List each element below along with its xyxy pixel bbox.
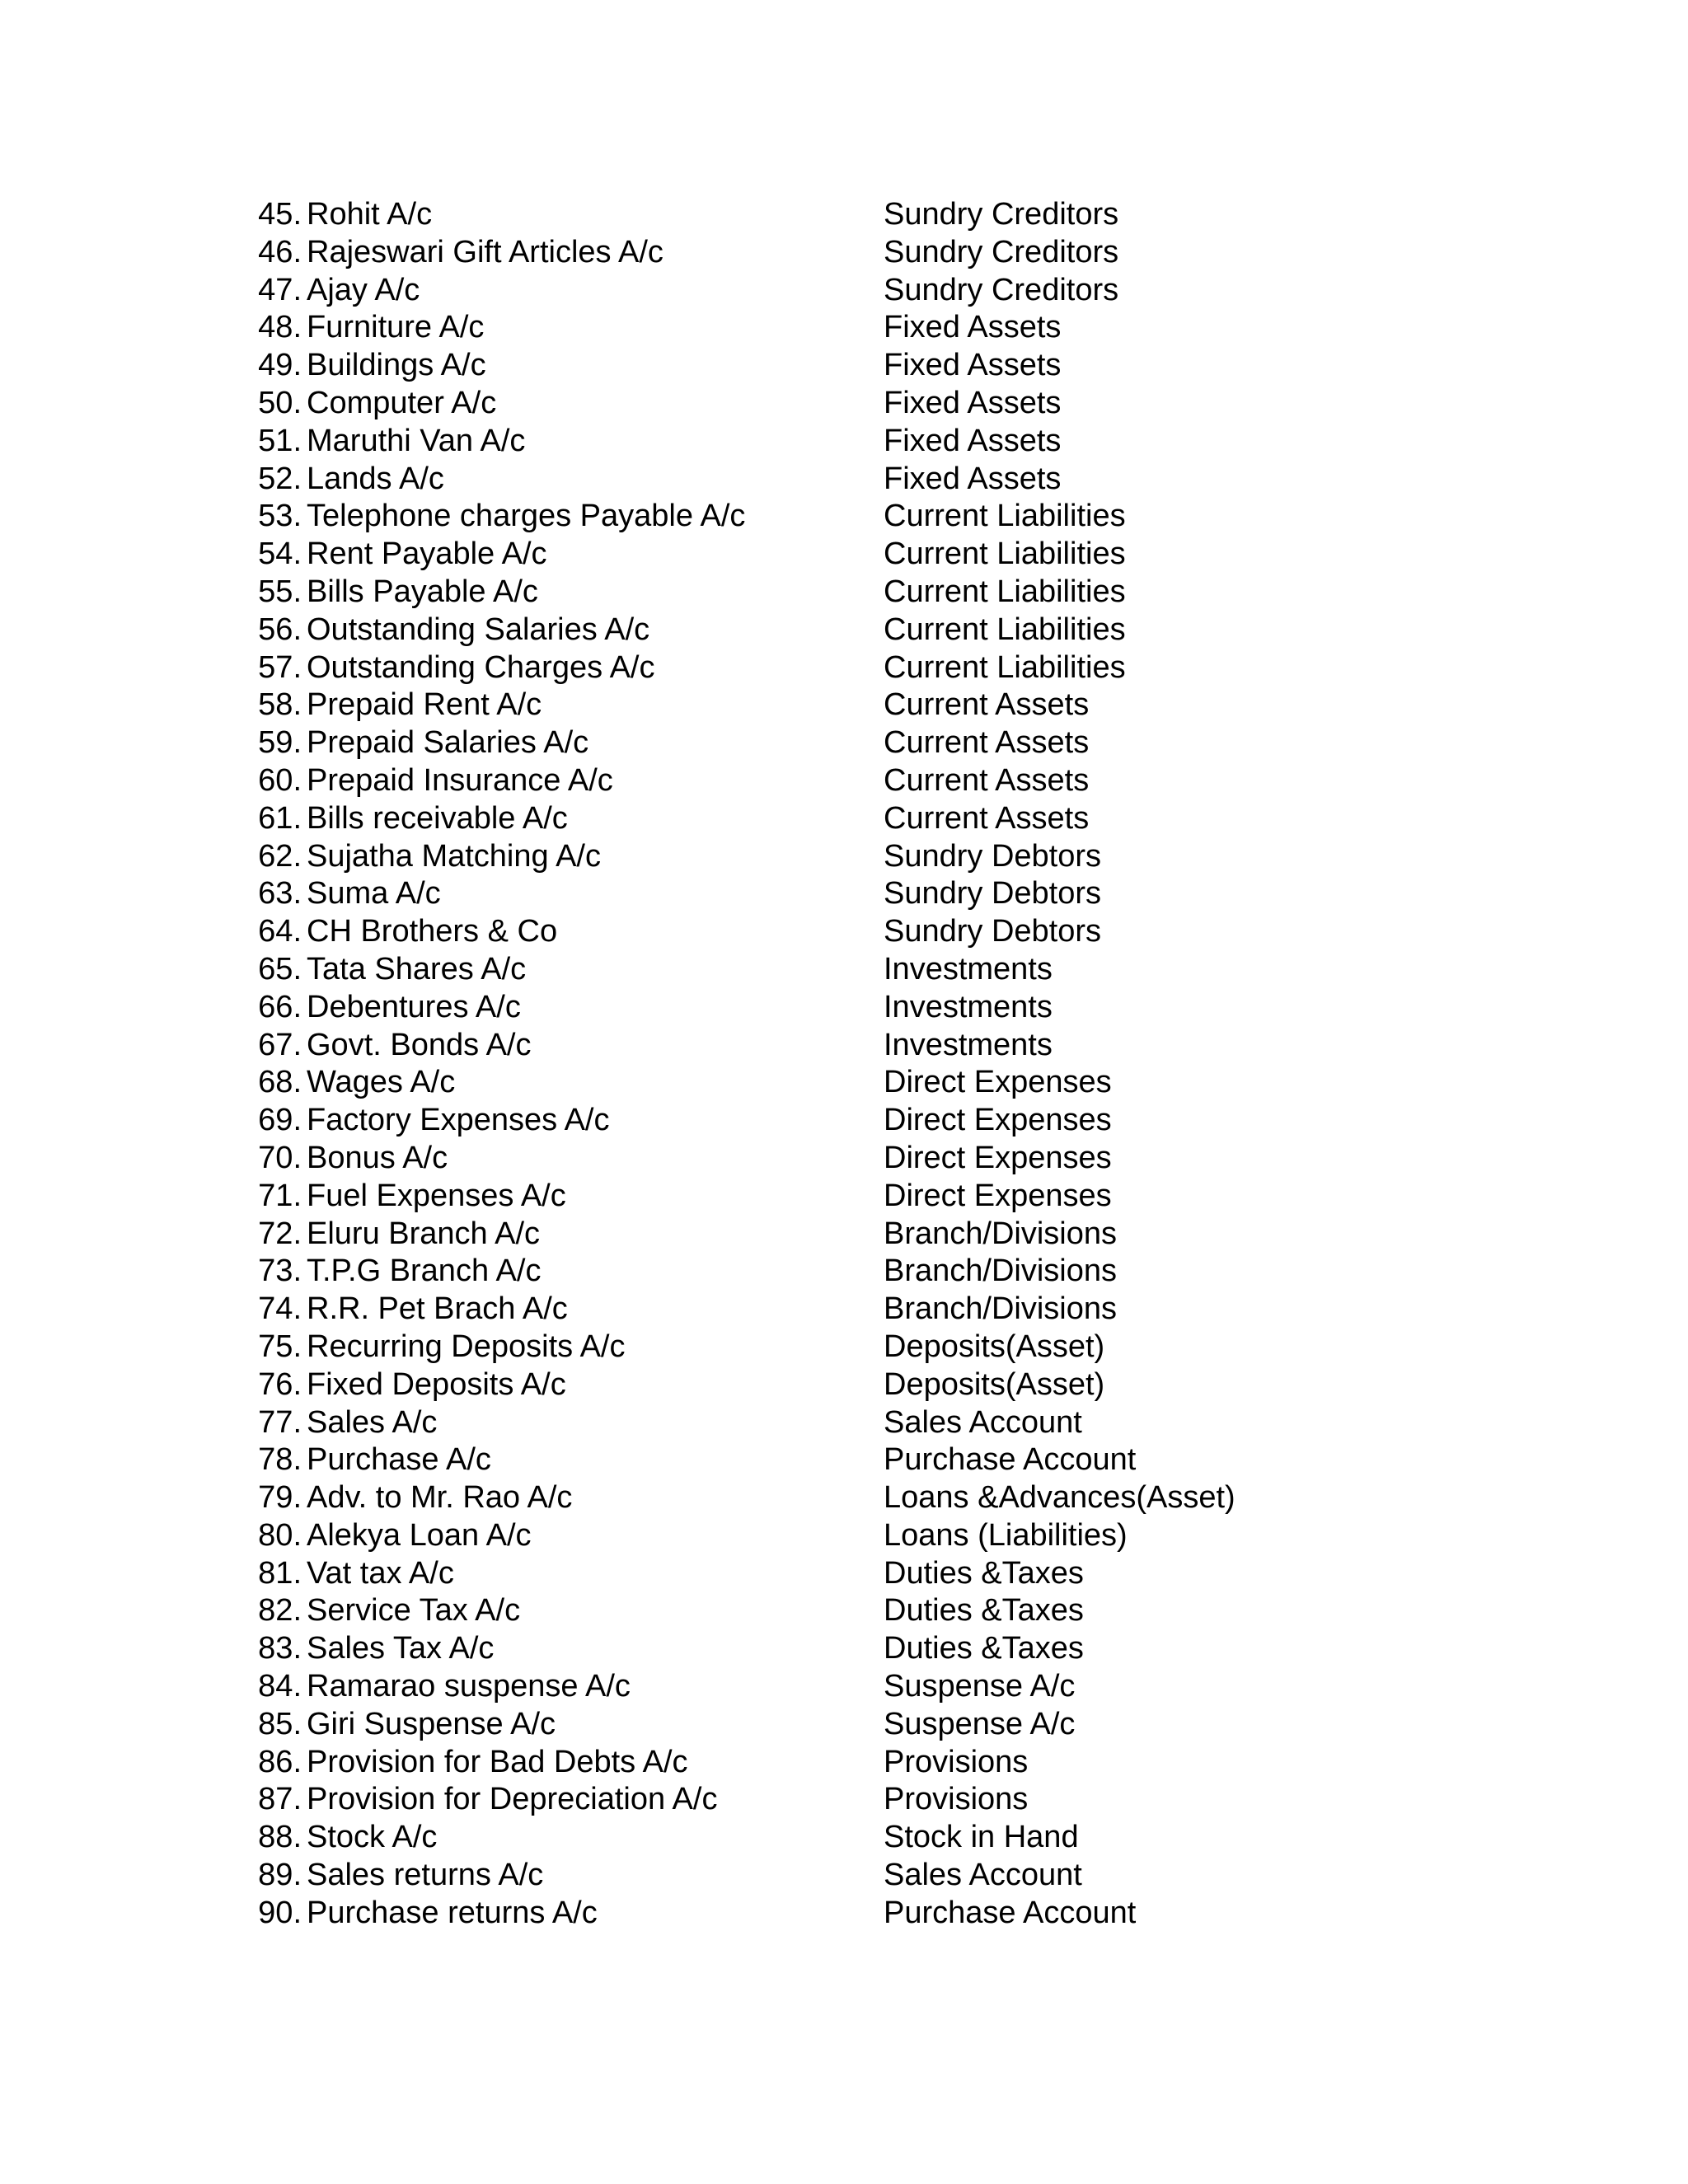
list-item	[254, 875, 1573, 913]
account-name: Fuel Expenses A/c	[307, 1178, 566, 1213]
account-group: Branch/Divisions	[884, 1254, 1117, 1289]
account-group: Purchase Account	[884, 1895, 1137, 1930]
account-name: Purchase A/c	[307, 1442, 491, 1478]
item-number: 85.	[258, 1706, 302, 1741]
account-name: Wages A/c	[307, 1065, 456, 1100]
account-name: Sales returns A/c	[307, 1858, 544, 1893]
account-name: Computer A/c	[307, 385, 497, 420]
account-name: T.P.G Branch A/c	[307, 1254, 542, 1289]
list-item	[254, 724, 1573, 762]
item-number: 68.	[258, 1065, 302, 1100]
item-number: 70.	[258, 1140, 302, 1175]
list-item	[254, 234, 1573, 272]
item-number: 88.	[258, 1820, 302, 1855]
list-item	[254, 1178, 1573, 1216]
item-number: 51.	[258, 423, 302, 458]
item-number: 48.	[258, 310, 302, 345]
item-number: 82.	[258, 1593, 302, 1629]
list-item	[254, 1781, 1573, 1819]
item-number: 64.	[258, 914, 302, 949]
item-number: 86.	[258, 1744, 302, 1779]
list-item	[254, 498, 1573, 536]
account-name: Tata Shares A/c	[307, 951, 527, 987]
list-item	[254, 1102, 1573, 1140]
account-group: Current Liabilities	[884, 499, 1126, 534]
account-name: Maruthi Van A/c	[307, 423, 526, 458]
account-group: Direct Expenses	[884, 1178, 1112, 1213]
list-item	[254, 536, 1573, 574]
account-group: Suspense A/c	[884, 1669, 1076, 1704]
account-name: Service Tax A/c	[307, 1593, 521, 1629]
list-item	[254, 574, 1573, 612]
account-name: Ramarao suspense A/c	[307, 1669, 631, 1704]
item-number: 56.	[258, 612, 302, 647]
list-item	[254, 1216, 1573, 1254]
item-number: 50.	[258, 385, 302, 420]
account-group: Current Liabilities	[884, 649, 1126, 685]
list-item	[254, 1140, 1573, 1178]
item-number: 69.	[258, 1103, 302, 1138]
list-item	[254, 1895, 1573, 1933]
list-item	[254, 800, 1573, 838]
item-number: 60.	[258, 762, 302, 798]
account-name: Ajay A/c	[307, 272, 420, 307]
account-name: Buildings A/c	[307, 348, 486, 383]
list-item	[254, 1668, 1573, 1706]
account-name: Telephone charges Payable A/c	[307, 499, 746, 534]
account-name: Provision for Depreciation A/c	[307, 1782, 718, 1817]
item-number: 75.	[258, 1329, 302, 1364]
account-name: Adv. to Mr. Rao A/c	[307, 1480, 573, 1516]
account-group: Purchase Account	[884, 1442, 1137, 1478]
item-number: 77.	[258, 1404, 302, 1440]
account-group: Stock in Hand	[884, 1820, 1079, 1855]
item-number: 66.	[258, 989, 302, 1024]
list-item	[254, 1064, 1573, 1102]
account-name: Bills receivable A/c	[307, 800, 568, 836]
account-group: Duties &Taxes	[884, 1555, 1084, 1591]
account-name: Stock A/c	[307, 1820, 438, 1855]
account-group: Loans (Liabilities)	[884, 1517, 1128, 1553]
account-group: Current Assets	[884, 762, 1090, 798]
account-group: Sales Account	[884, 1404, 1082, 1440]
account-name: Outstanding Salaries A/c	[307, 612, 650, 647]
list-item	[254, 1404, 1573, 1442]
account-name: Bonus A/c	[307, 1140, 448, 1175]
item-number: 47.	[258, 272, 302, 307]
account-group: Fixed Assets	[884, 385, 1062, 420]
item-number: 55.	[258, 574, 302, 609]
account-group: Branch/Divisions	[884, 1216, 1117, 1251]
account-name: Debentures A/c	[307, 989, 521, 1024]
account-name: Alekya Loan A/c	[307, 1517, 532, 1553]
list-item	[254, 989, 1573, 1027]
account-group: Deposits(Asset)	[884, 1329, 1105, 1364]
account-name: Bills Payable A/c	[307, 574, 538, 609]
item-number: 53.	[258, 499, 302, 534]
item-number: 73.	[258, 1254, 302, 1289]
list-item	[254, 1441, 1573, 1479]
account-group: Current Liabilities	[884, 612, 1126, 647]
item-number: 54.	[258, 537, 302, 572]
account-group: Investments	[884, 1027, 1053, 1062]
account-group: Investments	[884, 951, 1053, 987]
account-group: Sundry Creditors	[884, 234, 1119, 269]
account-name: Suma A/c	[307, 876, 441, 912]
account-name: Recurring Deposits A/c	[307, 1329, 626, 1364]
item-number: 46.	[258, 234, 302, 269]
account-group: Branch/Divisions	[884, 1291, 1117, 1327]
list-item	[254, 1517, 1573, 1555]
list-item	[254, 913, 1573, 951]
account-group: Current Assets	[884, 725, 1090, 761]
item-number: 52.	[258, 461, 302, 496]
account-group: Sundry Creditors	[884, 197, 1119, 232]
account-name: Fixed Deposits A/c	[307, 1366, 566, 1402]
account-group: Suspense A/c	[884, 1706, 1076, 1741]
list-item	[254, 612, 1573, 649]
item-number: 63.	[258, 876, 302, 912]
account-group: Direct Expenses	[884, 1103, 1112, 1138]
account-group: Investments	[884, 989, 1053, 1024]
account-group: Provisions	[884, 1744, 1029, 1779]
account-group: Current Assets	[884, 800, 1090, 836]
list-item	[254, 196, 1573, 234]
account-group: Duties &Taxes	[884, 1593, 1084, 1629]
account-group: Sundry Creditors	[884, 272, 1119, 307]
list-item	[254, 838, 1573, 876]
account-name: Rajeswari Gift Articles A/c	[307, 234, 663, 269]
item-number: 74.	[258, 1291, 302, 1327]
list-item	[254, 272, 1573, 310]
account-name: Purchase returns A/c	[307, 1895, 598, 1930]
list-item	[254, 309, 1573, 347]
account-name: Rohit A/c	[307, 197, 433, 232]
account-name: Eluru Branch A/c	[307, 1216, 541, 1251]
list-item	[254, 1479, 1573, 1517]
list-item	[254, 1630, 1573, 1668]
list-item	[254, 1291, 1573, 1329]
account-name: CH Brothers & Co	[307, 914, 558, 949]
account-name: Lands A/c	[307, 461, 444, 496]
account-name: Sujatha Matching A/c	[307, 838, 601, 874]
account-name: Giri Suspense A/c	[307, 1706, 556, 1741]
item-number: 65.	[258, 951, 302, 987]
account-name: Outstanding Charges A/c	[307, 649, 655, 685]
account-group: Sundry Debtors	[884, 914, 1102, 949]
list-item	[254, 1329, 1573, 1366]
item-number: 89.	[258, 1858, 302, 1893]
account-name: Rent Payable A/c	[307, 537, 547, 572]
account-group: Direct Expenses	[884, 1140, 1112, 1175]
list-item	[254, 1706, 1573, 1744]
account-group: Fixed Assets	[884, 348, 1062, 383]
account-name: Prepaid Insurance A/c	[307, 762, 613, 798]
list-item	[254, 951, 1573, 989]
account-name: Sales Tax A/c	[307, 1631, 495, 1666]
item-number: 78.	[258, 1442, 302, 1478]
item-number: 79.	[258, 1480, 302, 1516]
list-item	[254, 1744, 1573, 1782]
list-item	[254, 762, 1573, 800]
item-number: 59.	[258, 725, 302, 761]
account-group: Provisions	[884, 1782, 1029, 1817]
account-group: Sales Account	[884, 1858, 1082, 1893]
account-group: Fixed Assets	[884, 461, 1062, 496]
list-item	[254, 347, 1573, 385]
list-item	[254, 1027, 1573, 1065]
account-group: Current Liabilities	[884, 574, 1126, 609]
account-name: Govt. Bonds A/c	[307, 1027, 532, 1062]
list-item	[254, 1819, 1573, 1857]
item-number: 72.	[258, 1216, 302, 1251]
item-number: 87.	[258, 1782, 302, 1817]
list-item	[254, 423, 1573, 461]
item-number: 58.	[258, 687, 302, 723]
list-item	[254, 1555, 1573, 1593]
list-item	[254, 1366, 1573, 1404]
account-group: Current Assets	[884, 687, 1090, 723]
list-item	[254, 687, 1573, 724]
item-number: 57.	[258, 649, 302, 685]
account-group: Loans &Advances(Asset)	[884, 1480, 1236, 1516]
item-number: 61.	[258, 800, 302, 836]
list-item	[254, 649, 1573, 687]
item-number: 49.	[258, 348, 302, 383]
account-name: Provision for Bad Debts A/c	[307, 1744, 688, 1779]
account-name: Furniture A/c	[307, 310, 485, 345]
account-group: Direct Expenses	[884, 1065, 1112, 1100]
list-item	[254, 1592, 1573, 1630]
item-number: 76.	[258, 1366, 302, 1402]
ledger-list	[254, 196, 1573, 1933]
item-number: 62.	[258, 838, 302, 874]
list-item	[254, 461, 1573, 499]
item-number: 84.	[258, 1669, 302, 1704]
account-name: Vat tax A/c	[307, 1555, 454, 1591]
account-name: Factory Expenses A/c	[307, 1103, 610, 1138]
list-item	[254, 1253, 1573, 1291]
account-group: Duties &Taxes	[884, 1631, 1084, 1666]
account-group: Fixed Assets	[884, 310, 1062, 345]
item-number: 45.	[258, 197, 302, 232]
account-group: Current Liabilities	[884, 537, 1126, 572]
account-name: Prepaid Rent A/c	[307, 687, 542, 723]
item-number: 90.	[258, 1895, 302, 1930]
account-name: R.R. Pet Brach A/c	[307, 1291, 568, 1327]
account-group: Deposits(Asset)	[884, 1366, 1105, 1402]
item-number: 71.	[258, 1178, 302, 1213]
account-group: Fixed Assets	[884, 423, 1062, 458]
item-number: 80.	[258, 1517, 302, 1553]
account-group: Sundry Debtors	[884, 838, 1102, 874]
account-name: Sales A/c	[307, 1404, 438, 1440]
list-item	[254, 1857, 1573, 1895]
account-group: Sundry Debtors	[884, 876, 1102, 912]
item-number: 67.	[258, 1027, 302, 1062]
item-number: 81.	[258, 1555, 302, 1591]
list-item	[254, 385, 1573, 423]
account-name: Prepaid Salaries A/c	[307, 725, 589, 761]
item-number: 83.	[258, 1631, 302, 1666]
